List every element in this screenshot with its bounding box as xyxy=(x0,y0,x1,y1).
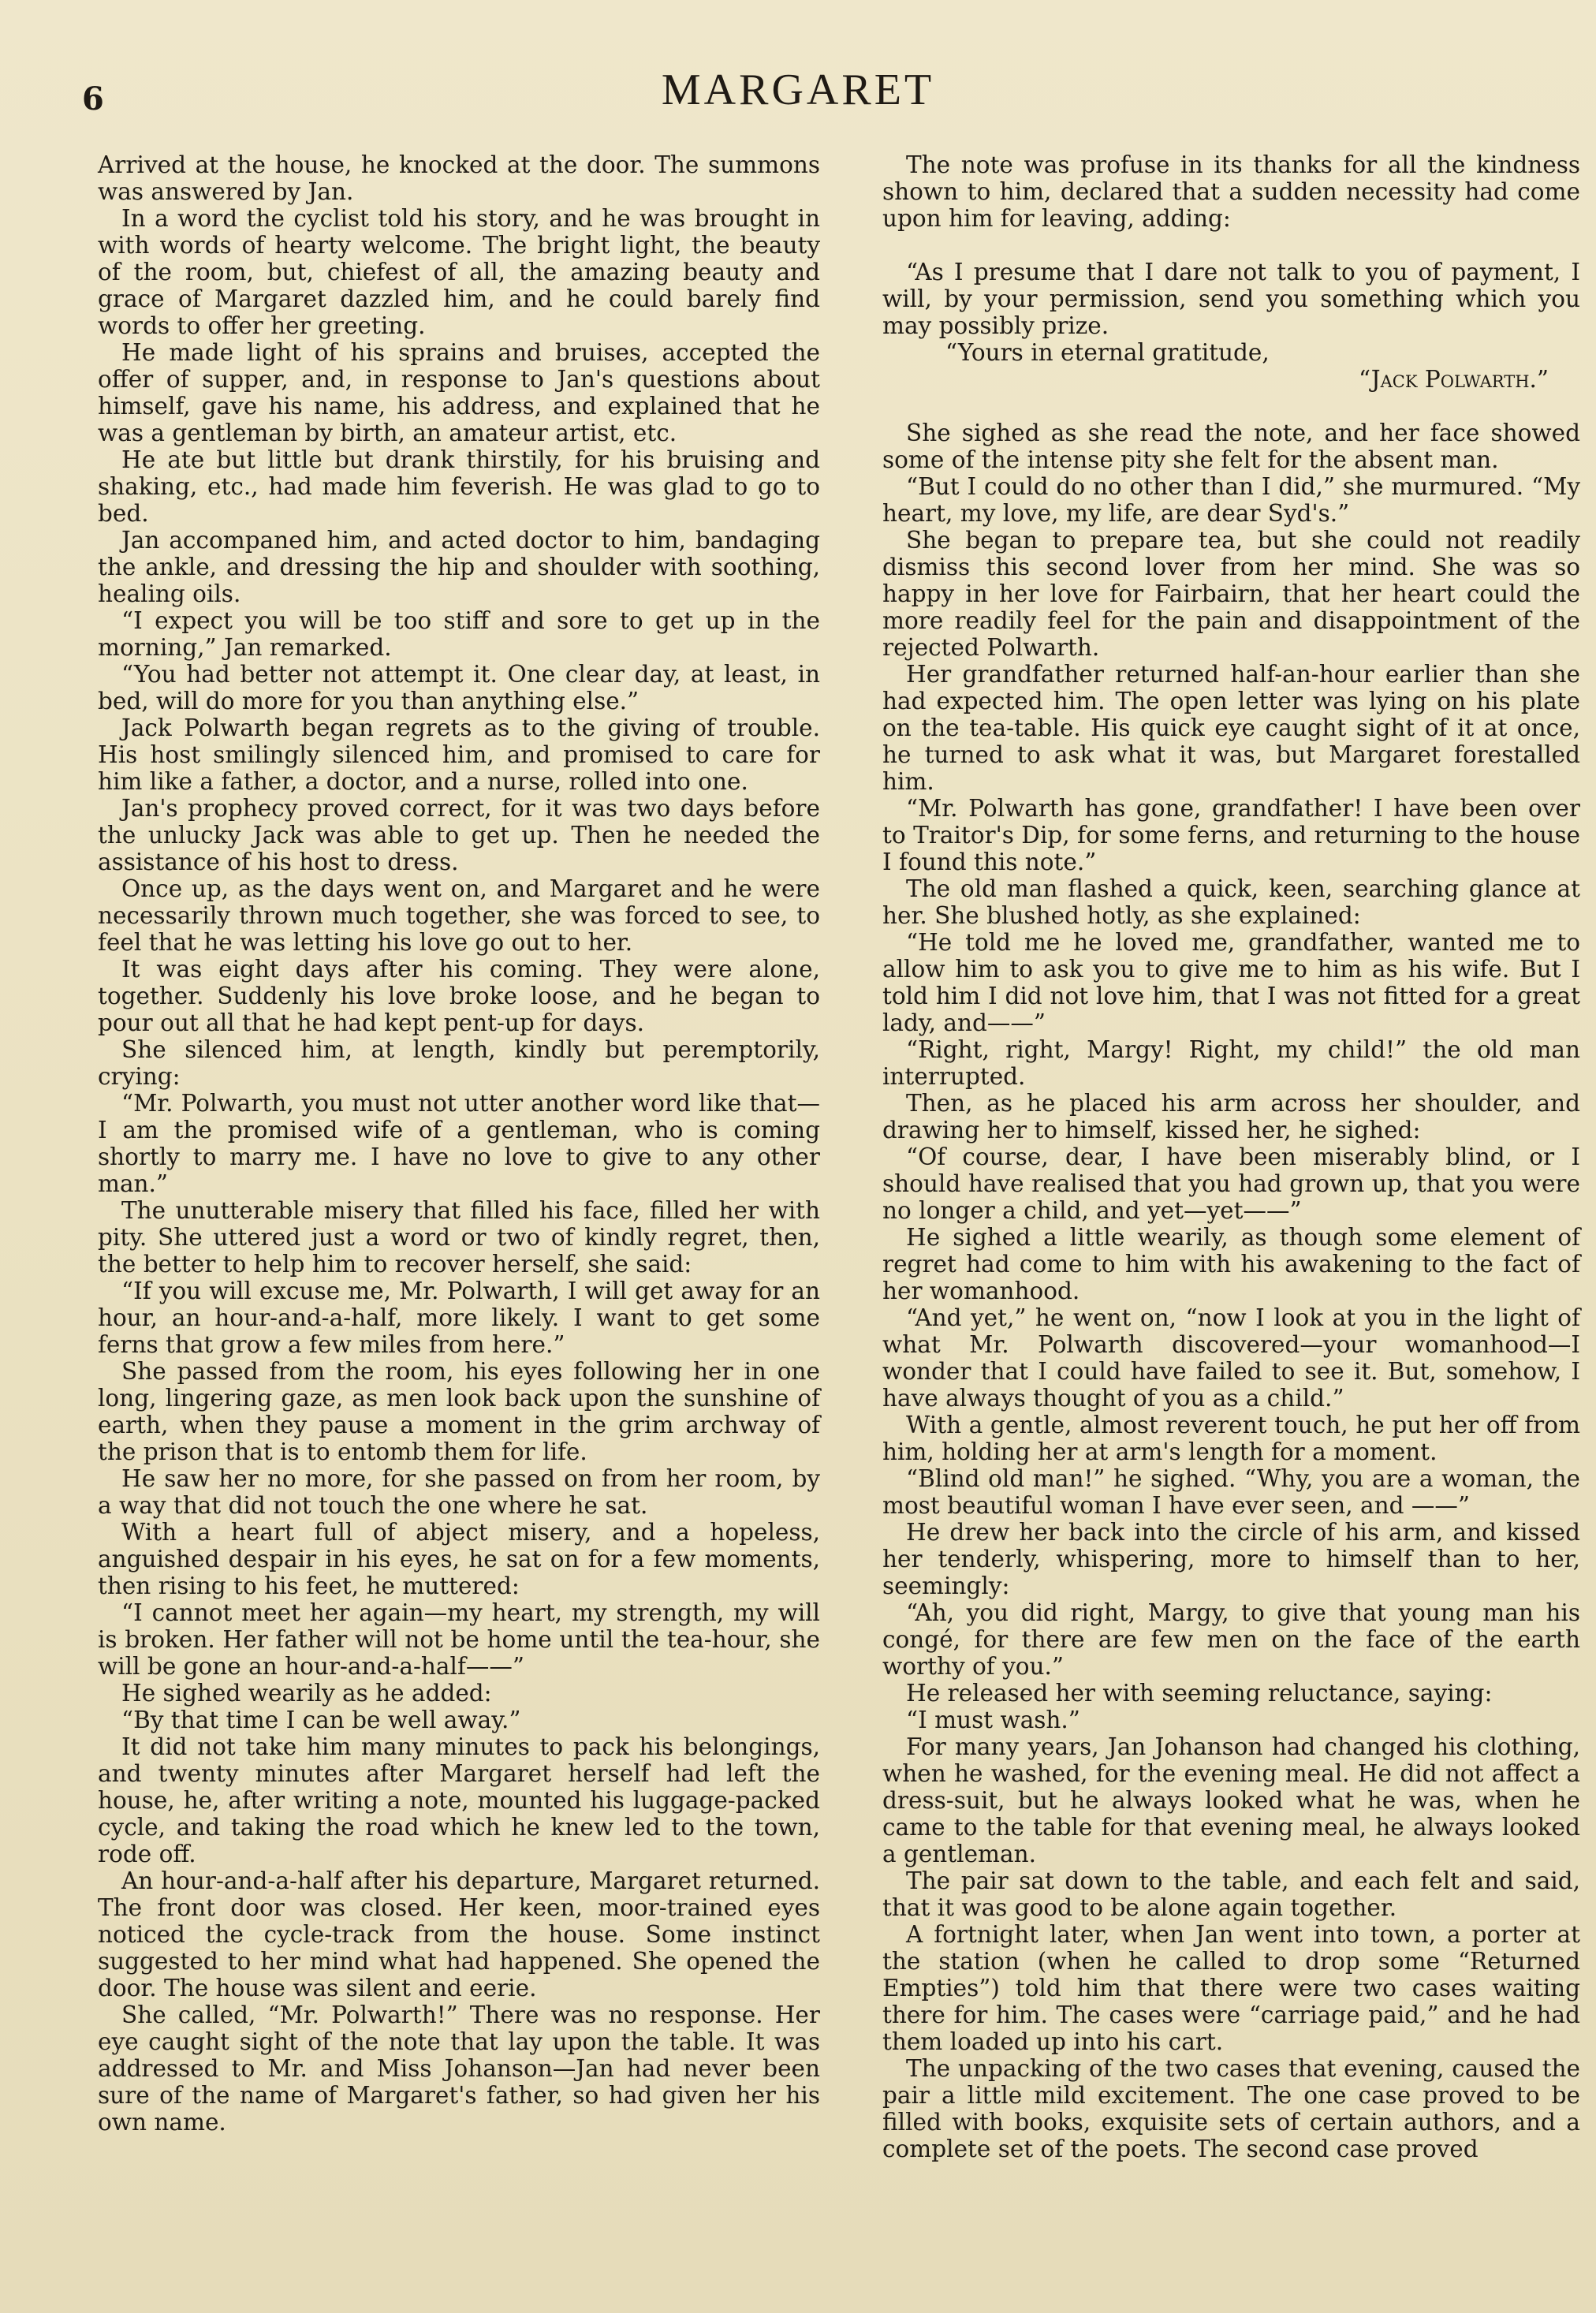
paragraph: He ate but little but drank thirstily, for his bruising and shaking, etc., had made him feverish. He was glad to go to bed. xyxy=(98,446,820,527)
paragraph: She called, “Mr. Polwarth!” There was no response. Her eye caught sight of the note that lay upon the table. It was addressed to Mr. and Miss Johanson—Jan had never been sure of the name of Margaret's father, so had given her his own name. xyxy=(98,2001,820,2136)
paragraph: “I expect you will be too stiff and sore to get up in the morning,” Jan remarked. xyxy=(98,607,820,661)
paragraph: “If you will excuse me, Mr. Polwarth, I will get away for an hour, an hour-and-a-half, more likely. I want to get some ferns that grow a few miles from here.” xyxy=(98,1278,820,1358)
paragraph: He made light of his sprains and bruises, accepted the offer of supper, and, in response to Jan's questions about himself, gave his name, his address, and explained that he was a gentleman by birth, an amateur artist, etc. xyxy=(98,339,820,446)
paragraph: Her grandfather returned half-an-hour earlier than she had expected him. The open letter was lying on his plate on the tea-table. His quick eye caught sight of it at once, he turned to ask what it was, but Margaret forestalled him. xyxy=(882,661,1580,795)
paragraph: “Of course, dear, I have been miserably blind, or I should have realised that you had grown up, that you were no longer a child, and yet—yet——” xyxy=(882,1143,1580,1224)
paragraph: “You had better not attempt it. One clear day, at least, in bed, will do more for you than anything else.” xyxy=(98,661,820,714)
paragraph: The unutterable misery that filled his face, filled her with pity. She uttered just a word or two of kindly regret, then, the better to help him to recover herself, she said: xyxy=(98,1197,820,1278)
paragraph: Once up, as the days went on, and Margaret and he were necessarily thrown much together, she was forced to see, to feel that he was letting his love go out to her. xyxy=(98,875,820,956)
paragraph: She passed from the room, his eyes following her in one long, lingering gaze, as men look back upon the sunshine of earth, when they pause a moment in the grim archway of the prison that is to entomb them for life. xyxy=(98,1358,820,1465)
left-column xyxy=(98,151,820,2136)
paragraph: “Right, right, Margy! Right, my child!” the old man interrupted. xyxy=(882,1036,1580,1090)
paragraph: “But I could do no other than I did,” she murmured. “My heart, my love, my life, are dear Syd's.” xyxy=(882,473,1580,527)
paragraph: The unpacking of the two cases that evening, caused the pair a little mild excitement. The one case proved to be filled with books, exquisite sets of certain authors, and a complete set of the poets. The second case proved xyxy=(882,2055,1580,2162)
right-column-paragraphs xyxy=(882,420,1580,2162)
paragraph: “And yet,” he went on, “now I look at you in the light of what Mr. Polwarth discovered—your womanhood—I wonder that I could have failed to see it. But, somehow, I have always thought of you as a child.” xyxy=(882,1304,1580,1412)
paragraph: Then, as he placed his arm across her shoulder, and drawing her to himself, kissed her, he sighed: xyxy=(882,1090,1580,1143)
paragraph: He drew her back into the circle of his arm, and kissed her tenderly, whispering, more to himself than to her, seemingly: xyxy=(882,1519,1580,1599)
paragraph: With a heart full of abject misery, and a hopeless, anguished despair in his eyes, he sat on for a few moments, then rising to his feet, he muttered: xyxy=(98,1519,820,1599)
paragraph: He released her with seeming reluctance, saying: xyxy=(906,1680,1493,1707)
paragraph: “Mr. Polwarth has gone, grandfather! I have been over to Traitor's Dip, for some ferns, and returning to the house I found this note.” xyxy=(882,795,1580,875)
paragraph: She began to prepare tea, but she could not readily dismiss this second lover from her mind. She was so happy in her love for Fairbairn, that her heart could the more readily feel for the pain and disappointment of the rejected Polwarth. xyxy=(882,527,1580,661)
paragraph: Arrived at the house, he knocked at the door. The summons was answered by Jan. xyxy=(98,151,820,205)
paragraph: “I cannot meet her again—my heart, my strength, my will is broken. Her father will not be home until the tea-hour, she will be gone an hour-and-a-half——” xyxy=(98,1599,820,1680)
paragraph: “Mr. Polwarth, you must not utter another word like that—I am the promised wife of a gentleman, who is coming shortly to marry me. I have no love to give to any other man.” xyxy=(98,1090,820,1197)
paragraph: She sighed as she read the note, and her face showed some of the intense pity she felt for the absent man. xyxy=(882,420,1580,473)
page-number: 6 xyxy=(82,80,104,118)
paragraph: She silenced him, at length, kindly but peremptorily, crying: xyxy=(98,1036,820,1090)
running-title: MARGARET xyxy=(661,65,935,114)
paragraph: An hour-and-a-half after his departure, Margaret returned. The front door was closed. Her keen, moor-trained eyes noticed the cycle-track from the house. Some instinct suggested to her mind what had happened. She opened the door. The house was silent and eerie. xyxy=(98,1867,820,2001)
note-intro-paragraph: The note was profuse in its thanks for all the kindness shown to him, declared that a sudden necessity had come upon him for leaving, adding: xyxy=(882,151,1580,232)
paragraph: It was eight days after his coming. They were alone, together. Suddenly his love broke loose, and he began to pour out all that he had kept pent-up for days. xyxy=(98,956,820,1036)
paragraph: Jan accompaned him, and acted doctor to him, bandaging the ankle, and dressing the hip and shoulder with soothing, healing oils. xyxy=(98,527,820,607)
paragraph: The old man flashed a quick, keen, searching glance at her. She blushed hotly, as she explained: xyxy=(882,875,1580,929)
paragraph: Jan's prophecy proved correct, for it was two days before the unlucky Jack was able to get up. Then he needed the assistance of his host to dress. xyxy=(98,795,820,875)
paragraph: “I must wash.” xyxy=(906,1707,1080,1733)
paragraph: It did not take him many minutes to pack his belongings, and twenty minutes after Margaret herself had left the house, he, after writing a note, mounted his luggage-packed cycle, and taking the road which he knew led to the town, rode off. xyxy=(98,1733,820,1867)
paragraph: For many years, Jan Johanson had changed his clothing, when he washed, for the evening meal. He did not affect a dress-suit, but he always looked what he was, when he came to the table for that evening meal, he always looked a gentleman. xyxy=(882,1733,1580,1867)
paragraph: “Blind old man!” he sighed. “Why, you are a woman, the most beautiful woman I have ever seen, and ——” xyxy=(882,1465,1580,1519)
paragraph: The pair sat down to the table, and each felt and said, that it was good to be alone again together. xyxy=(882,1867,1580,1921)
paragraph: Jack Polwarth began regrets as to the giving of trouble. His host smilingly silenced him, and promised to care for him like a father, a doctor, and a nurse, rolled into one. xyxy=(98,714,820,795)
note-letter-signature: “Jack Polwarth.” xyxy=(1359,366,1549,393)
paragraph: With a gentle, almost reverent touch, he put her off from him, holding her at arm's length for a moment. xyxy=(882,1412,1580,1465)
paragraph: “He told me he loved me, grandfather, wanted me to allow him to ask you to give me to him as his wife. But I told him I did not love him, that I was not fitted for a great lady, and——” xyxy=(882,929,1580,1036)
paragraph: In a word the cyclist told his story, and he was brought in with words of hearty welcome. The bright light, the beauty of the room, but, chiefest of all, the amazing beauty and grace of Margaret dazzled him, and he could barely find words to offer her greeting. xyxy=(98,205,820,339)
paragraph: “Ah, you did right, Margy, to give that young man his congé, for there are few men on the face of the earth worthy of you.” xyxy=(882,1599,1580,1680)
right-column xyxy=(882,151,1580,2162)
note-letter-body: “As I presume that I dare not talk to you of payment, I will, by your permission, send you something which you may possibly prize. xyxy=(882,259,1580,339)
paragraph: He saw her no more, for she passed on from her room, by a way that did not touch the one where he sat. xyxy=(98,1465,820,1519)
paragraph: A fortnight later, when Jan went into town, a porter at the station (when he called to drop some “Returned Empties”) told him that there were two cases waiting there for him. The cases were “carriage paid,” and he had them loaded up into his cart. xyxy=(882,1921,1580,2055)
note-letter-closing: “Yours in eternal gratitude, xyxy=(945,339,1270,366)
paragraph: He sighed a little wearily, as though some element of regret had come to him with his awakening to the fact of her womanhood. xyxy=(882,1224,1580,1304)
paragraph: He sighed wearily as he added: xyxy=(121,1680,492,1707)
paragraph: “By that time I can be well away.” xyxy=(121,1707,521,1733)
